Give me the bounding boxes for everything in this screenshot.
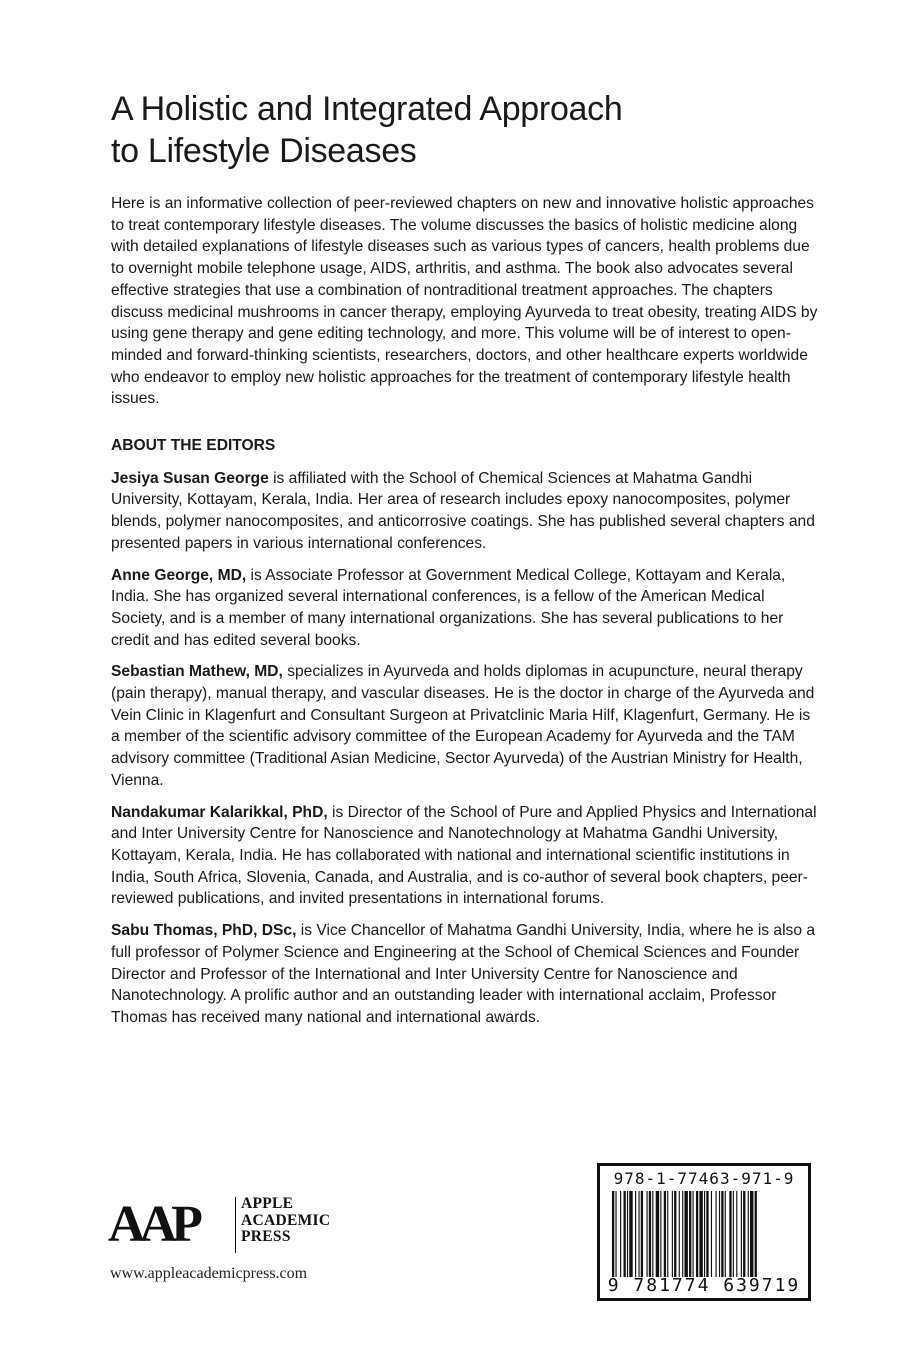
barcode-bar — [649, 1191, 651, 1277]
barcode-bar — [620, 1191, 621, 1277]
barcode-bar — [733, 1191, 734, 1277]
isbn-barcode — [597, 1163, 811, 1301]
isbn-label: 978-1-77463-971-9 — [613, 1169, 795, 1188]
editor-name: Anne George, MD, — [111, 566, 247, 584]
editor-bio-text: is affiliated with the School of Chemical Sciences at Mahatma Gandhi University, Kottayam, Kerala, India. Her area of research includes epoxy nanocomposites, polymer blends, polymer nanocomposites, and anticorrosive coatings. She has published several chapters and presented papers in various international conferences. — [111, 469, 815, 552]
barcode-bar — [719, 1191, 720, 1277]
barcode-bar — [711, 1191, 712, 1277]
editors-heading: ABOUT THE EDITORS — [111, 437, 276, 455]
barcode-bar — [672, 1191, 673, 1277]
barcode-bar — [693, 1191, 694, 1277]
barcode-bar — [682, 1191, 683, 1277]
barcode-bar — [684, 1191, 687, 1277]
barcode-bar — [660, 1191, 661, 1277]
barcode-bar — [629, 1191, 632, 1277]
barcode-bar — [699, 1191, 702, 1277]
editor-bio — [111, 802, 819, 911]
barcode-bar — [706, 1191, 708, 1277]
barcode-bar — [635, 1191, 636, 1277]
editor-bio — [111, 565, 819, 652]
barcode-bar — [647, 1191, 648, 1277]
barcode-bar — [748, 1191, 749, 1277]
back-cover-text — [111, 193, 819, 1039]
barcode-bar — [641, 1191, 643, 1277]
publisher-url[interactable]: www.appleacademicpress.com — [110, 1265, 308, 1282]
barcode-bar — [750, 1191, 753, 1277]
publisher-logo-mark: AAP — [108, 1196, 197, 1253]
barcode-bar — [656, 1191, 659, 1277]
barcode-bar — [729, 1191, 731, 1277]
barcode-bar — [736, 1191, 737, 1277]
barcode-bar — [741, 1191, 742, 1277]
barcode-bar — [627, 1191, 628, 1277]
editor-bio — [111, 468, 819, 555]
barcode-bars — [612, 1191, 796, 1277]
editor-name: Sabu Thomas, PhD, DSc, — [111, 922, 297, 940]
editor-name: Jesiya Susan George — [111, 469, 269, 487]
barcode-bar — [755, 1191, 757, 1277]
isbn-digits: 9 781774 639719 — [607, 1275, 801, 1296]
barcode-bar — [689, 1191, 691, 1277]
barcode-bar — [638, 1191, 639, 1277]
editor-bio-text: is Associate Professor at Government Medical College, Kottayam and Kerala, India. She has organized several international conferences, is a fellow of the American Medical Society, and is a member of many international organizations. She has several publications to her credit and has edited several books. — [111, 566, 786, 649]
editor-bio — [111, 661, 819, 791]
editor-name: Nandakumar Kalarikkal, PhD, — [111, 803, 328, 821]
barcode-bar — [725, 1191, 726, 1277]
barcode-bar — [615, 1191, 616, 1277]
editor-bio-text: specializes in Ayurveda and holds diplomas in acupuncture, neural therapy (pain therapy), manual therapy, and vascular diseases. He is the doctor in charge of the Ayurveda and Vein Clinic in Klagenfurt and Consultant Surgeon at Privatclinic Maria Hilf, Klagenfurt, Germany. He is a member of the scientific advisory committee of the European Academy for Ayurveda and the TAM advisory committee (Traditional Asian Medicine, Sector Ayurveda) of the Austrian Ministry for Health, Vienna. — [111, 663, 815, 789]
barcode-bar — [652, 1191, 653, 1277]
barcode-bar — [716, 1191, 717, 1277]
book-title-line-2: to Lifestyle Diseases — [111, 132, 417, 170]
publisher-logo — [108, 1195, 368, 1255]
publisher-name-line: ACADEMIC — [241, 1211, 331, 1229]
book-description: Here is an informative collection of peer-reviewed chapters on new and innovative holistic approaches to treat contemporary lifestyle diseases. The volume discusses the basics of holistic medicine along with detailed explanations of lifestyle diseases such as various types of cancers, health problems due to overnight mobile telephone usage, AIDS, arthritis, and asthma. The book also advocates several effective strategies that use a combination of nontraditional treatment approaches. The chapters discuss medicinal mushrooms in cancer therapy, employing Ayurveda to treat obesity, treating AIDS by using gene therapy and gene editing technology, and more. This volume will be of interest to open-minded and forward-thinking scientists, researchers, doctors, and other healthcare experts worldwide who endeavor to employ new holistic approaches for the treatment of contemporary lifestyle health issues. — [111, 195, 818, 408]
editor-name: Sebastian Mathew, MD, — [111, 663, 283, 681]
barcode-bar — [704, 1191, 705, 1277]
barcode-bar — [696, 1191, 698, 1277]
publisher-name — [241, 1196, 330, 1246]
editor-bio-text: is Director of the School of Pure and Applied Physics and International and Inter University Centre for Nanoscience and Nanotechnology at Mahatma Gandhi University, Kottayam, Kerala, India. He has collaborated with national and international scientific institutions in India, South Africa, Slovenia, Canada, and Australia, and is co-author of several book chapters, peer-reviewed publications, and invited presentations in international forums. — [111, 803, 817, 908]
publisher-name-line: APPLE — [241, 1195, 294, 1212]
editor-bio — [111, 920, 819, 1029]
publisher-name-line: PRESS — [241, 1228, 291, 1245]
barcode-bar — [743, 1191, 745, 1277]
book-title-line-1: A Holistic and Integrated Approach — [111, 90, 623, 128]
barcode-bar — [664, 1191, 666, 1277]
barcode-bar — [674, 1191, 676, 1277]
barcode-bar — [721, 1191, 723, 1277]
barcode-bar — [624, 1191, 626, 1277]
barcode-bar — [679, 1191, 680, 1277]
editor-bio-text: is Vice Chancellor of Mahatma Gandhi University, India, where he is also a full professor of Polymer Science and Engineering at the School of Chemical Sciences and Founder Director and Professor of the International and Inter University Centre for Nanoscience and Nanotechnology. A prolific author and an outstanding leader with international acclaim, Professor Thomas has received many national and international awards. — [111, 922, 816, 1026]
book-title — [111, 88, 811, 172]
barcode-bar — [667, 1191, 668, 1277]
barcode-bar — [612, 1191, 614, 1277]
logo-divider — [235, 1197, 236, 1253]
